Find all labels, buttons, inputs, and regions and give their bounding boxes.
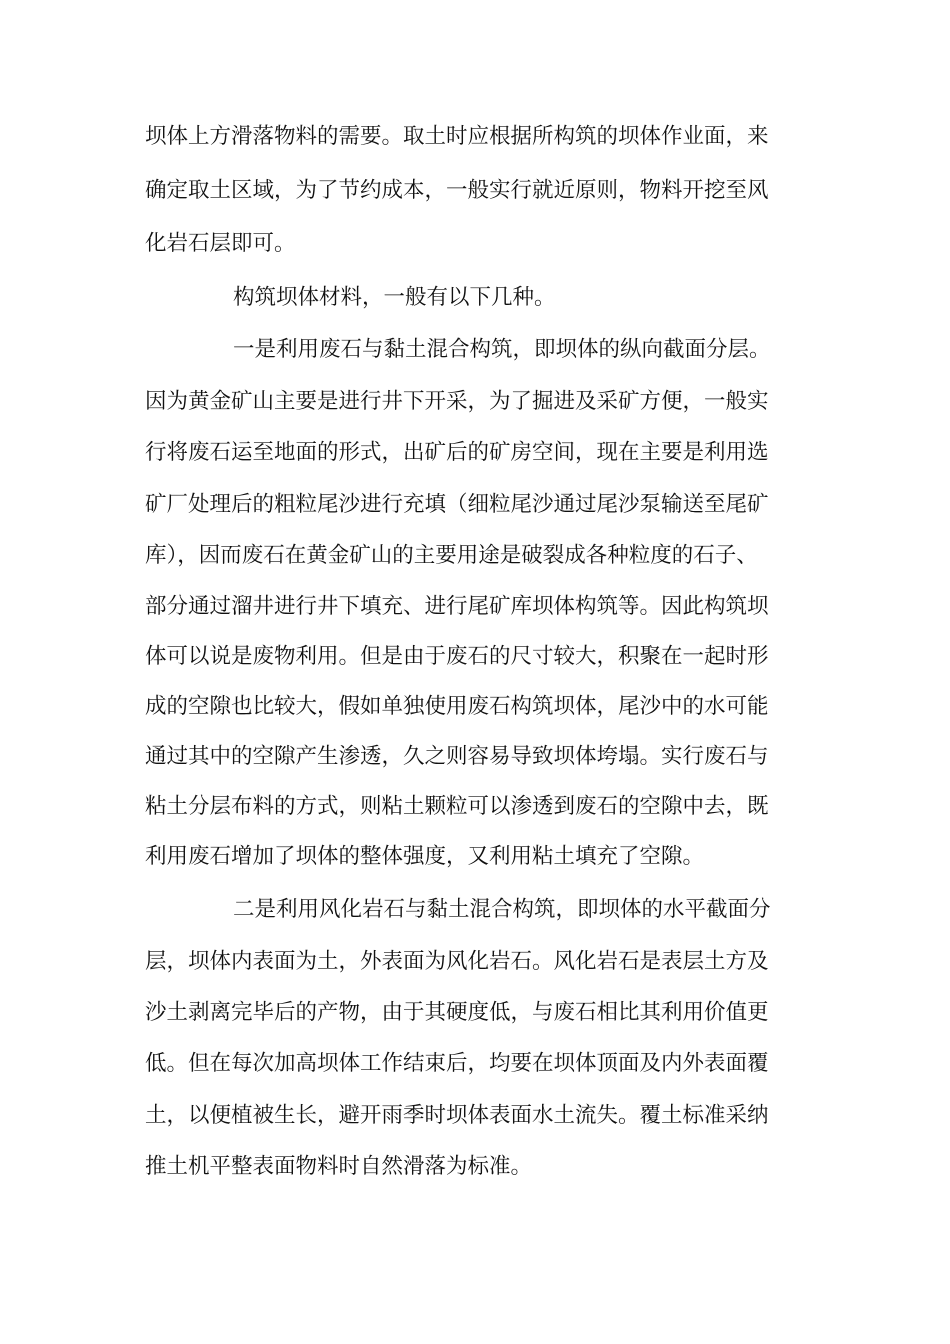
text-line: 化岩石层即可。	[145, 231, 296, 256]
paragraph-start-line: 一是利用废石与黏土混合构筑，即坝体的纵向截面分层。	[233, 337, 771, 362]
text-line: 沙土剥离完毕后的产物，由于其硬度低，与废石相比其利用价值更	[145, 1000, 769, 1025]
text-line: 低。但在每次加高坝体工作结束后，均要在坝体顶面及内外表面覆	[145, 1051, 769, 1076]
text-line: 确定取土区域，为了节约成本，一般实行就近原则，物料开挖至风	[145, 178, 769, 203]
text-line: 通过其中的空隙产生渗透，久之则容易导致坝体垮塌。实行废石与	[145, 744, 769, 769]
paragraph-start-line: 二是利用风化岩石与黏土混合构筑，即坝体的水平截面分	[233, 897, 771, 922]
text-line: 推土机平整表面物料时自然滑落为标准。	[145, 1154, 533, 1179]
text-line: 矿厂处理后的粗粒尾沙进行充填（细粒尾沙通过尾沙泵输送至尾矿	[145, 492, 769, 517]
text-line: 粘土分层布料的方式，则粘土颗粒可以渗透到废石的空隙中去，既	[145, 794, 769, 819]
text-line: 层，坝体内表面为土，外表面为风化岩石。风化岩石是表层土方及	[145, 949, 769, 974]
text-line: 因为黄金矿山主要是进行井下开采，为了掘进及采矿方便，一般实	[145, 389, 769, 414]
text-line: 成的空隙也比较大，假如单独使用废石构筑坝体，尾沙中的水可能	[145, 694, 769, 719]
text-line: 利用废石增加了坝体的整体强度，又利用粘土填充了空隙。	[145, 844, 705, 869]
text-line: 库），因而废石在黄金矿山的主要用途是破裂成各种粒度的石子、	[145, 543, 758, 568]
text-line: 土，以便植被生长，避开雨季时坝体表面水土流失。覆土标准采纳	[145, 1103, 769, 1128]
text-line: 坝体上方滑落物料的需要。取土时应根据所构筑的坝体作业面，来	[145, 124, 769, 149]
paragraph-start-line: 构筑坝体材料，一般有以下几种。	[233, 285, 556, 310]
text-line: 部分通过溜井进行井下填充、进行尾矿库坝体构筑等。因此构筑坝	[145, 594, 769, 619]
text-line: 行将废石运至地面的形式，出矿后的矿房空间，现在主要是利用选	[145, 440, 769, 465]
text-line: 体可以说是废物利用。但是由于废石的尺寸较大，积聚在一起时形	[145, 644, 769, 669]
